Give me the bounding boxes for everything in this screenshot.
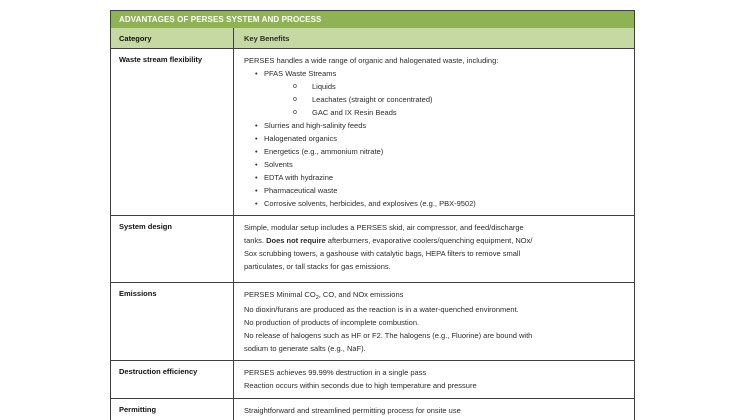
table-row (111, 360, 634, 398)
text-segment: PERSES Minimal CO (244, 290, 316, 299)
bullet-circle-icon: o (293, 95, 297, 103)
table-row (111, 398, 634, 420)
bullet-dot-icon: • (255, 160, 258, 169)
key-benefits-cell (234, 216, 634, 282)
table-title: ADVANTAGES OF PERSES SYSTEM AND PROCESS (119, 15, 322, 24)
benefit-text-line (244, 379, 624, 392)
key-benefits-cell (234, 361, 634, 398)
benefit-text-line (244, 54, 624, 67)
bullet-item (244, 132, 624, 145)
text-segment: , CO, and NOx emissions (318, 290, 404, 299)
bullet-dot-icon: • (255, 147, 258, 156)
benefit-text-line (244, 342, 624, 355)
bullet-dot-icon: • (255, 173, 258, 182)
benefit-text-line (244, 316, 624, 329)
text-segment: Sox scrubbing towers, a gashouse with catalytic bags, HEPA filters to remove small (244, 249, 521, 258)
text-segment: afterburners, evaporative coolers/quenching equipment, NOx/ (325, 236, 533, 245)
sub-bullet-item (244, 80, 624, 93)
text-segment: Pharmaceutical waste (264, 186, 338, 195)
sub-bullet-item (244, 106, 624, 119)
text-segment: Straightforward and streamlined permitting process for onsite use (244, 406, 461, 415)
table-row (111, 215, 634, 282)
benefit-text-line (244, 260, 624, 273)
bullet-dot-icon: • (255, 69, 258, 78)
bullet-item (244, 184, 624, 197)
bullet-dot-icon: • (255, 186, 258, 195)
benefit-text-line (244, 221, 624, 234)
column-header-key-benefits: Key Benefits (244, 33, 290, 43)
table-body (111, 48, 634, 420)
text-segment: No release of halogens such as HF or F2. The halogens (e.g., Fluorine) are bound with (244, 331, 533, 340)
bullet-circle-icon: o (293, 82, 297, 90)
text-segment: Reaction occurs within seconds due to high temperature and pressure (244, 381, 477, 390)
benefit-text-line (244, 247, 624, 260)
text-segment: sodium to generate salts (e.g., NaF). (244, 344, 366, 353)
category-cell: Destruction efficiency (111, 361, 234, 398)
bullet-item (244, 197, 624, 210)
text-segment: particulates, or tall stacks for gas emissions. (244, 262, 391, 271)
text-segment: No production of products of incomplete combustion. (244, 318, 420, 327)
category-cell: Waste stream flexibility (111, 49, 234, 215)
text-segment: PFAS Waste Streams (264, 69, 337, 78)
text-segment: PERSES achieves 99.99% destruction in a single pass (244, 368, 427, 377)
text-segment: Simple, modular setup includes a PERSES skid, air compressor, and feed/discharge (244, 223, 524, 232)
column-header-category: Category (111, 28, 234, 48)
bullet-circle-icon: o (293, 108, 297, 116)
text-segment: Corrosive solvents, herbicides, and explosives (e.g., PBX-9502) (264, 199, 476, 208)
subscript-text-segment: 2 (315, 294, 319, 301)
text-segment: Solvents (264, 160, 293, 169)
benefit-text-line (244, 329, 624, 342)
text-segment: Leachates (straight or concentrated) (312, 95, 433, 104)
category-cell: Emissions (111, 283, 234, 360)
bullet-item (244, 119, 624, 132)
category-cell: Permitting (111, 399, 234, 420)
bullet-item (244, 145, 624, 158)
text-segment: tanks. (244, 236, 267, 245)
bullet-dot-icon: • (255, 199, 258, 208)
bullet-item (244, 67, 624, 80)
benefit-text-line (244, 234, 624, 247)
key-benefits-cell (234, 399, 634, 420)
benefit-text-line (244, 288, 624, 303)
text-segment: Slurries and high-salinity feeds (264, 121, 367, 130)
text-segment: No dioxin/furans are produced as the reaction is in a water-quenched environment. (244, 305, 519, 314)
benefit-text-line (244, 366, 624, 379)
sub-bullet-item (244, 93, 624, 106)
table-header-row (111, 28, 634, 48)
table-title-bar (111, 11, 634, 28)
key-benefits-cell (234, 49, 634, 215)
text-segment: Halogenated organics (264, 134, 337, 143)
category-cell: System design (111, 216, 234, 282)
text-segment: GAC and IX Resin Beads (312, 108, 397, 117)
text-segment: EDTA with hydrazine (264, 173, 334, 182)
key-benefits-cell (234, 283, 634, 360)
bullet-dot-icon: • (255, 134, 258, 143)
benefit-text-line (244, 404, 624, 417)
bullet-item (244, 158, 624, 171)
table-row (111, 282, 634, 360)
benefit-text-line (244, 303, 624, 316)
text-segment: Liquids (312, 82, 336, 91)
table-row (111, 48, 634, 215)
bullet-item (244, 171, 624, 184)
bullet-dot-icon: • (255, 121, 258, 130)
bold-text-segment: Does not require (266, 236, 326, 245)
perses-advantages-table (110, 10, 635, 420)
text-segment: PERSES handles a wide range of organic and halogenated waste, including: (244, 56, 499, 65)
text-segment: Energetics (e.g., ammonium nitrate) (264, 147, 384, 156)
